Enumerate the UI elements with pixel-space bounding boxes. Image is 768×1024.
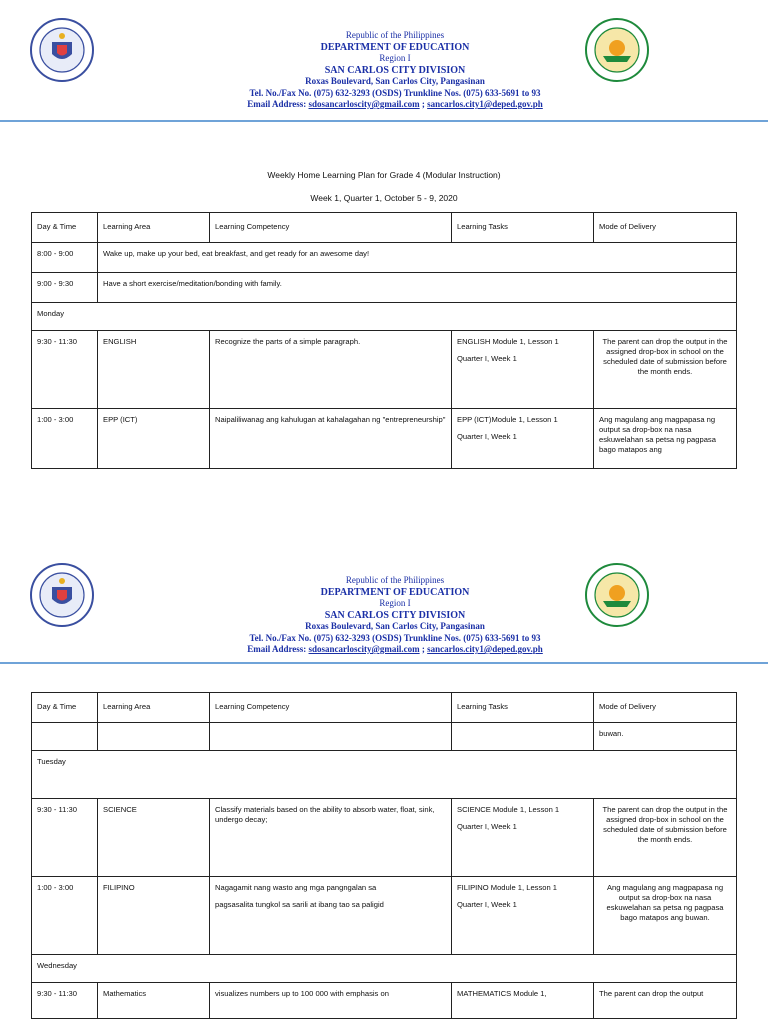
day-label: Wednesday	[32, 955, 737, 983]
task-cell	[452, 409, 594, 469]
area-cell: Mathematics	[98, 983, 210, 1019]
task-cell	[452, 723, 594, 751]
task-cell	[452, 877, 594, 955]
document-page-2	[0, 545, 768, 1024]
competency-cell	[210, 723, 452, 751]
mode-cell: The parent can drop the output	[594, 983, 737, 1019]
plan-week: Week 1, Quarter 1, October 5 - 9, 2020	[310, 193, 458, 203]
learning-plan-table	[31, 212, 737, 469]
header-divider	[0, 120, 768, 122]
table-row	[32, 331, 737, 409]
table-row	[32, 243, 737, 273]
column-header: Learning Area	[98, 693, 210, 723]
table-row	[32, 799, 737, 877]
mode-cell: Ang magulang ang magpapasa ng output sa drop-box na nasa eskuwelahan sa petsa ng pagpasa bago matapos ang	[594, 409, 737, 469]
task-cell	[452, 331, 594, 409]
area-cell: FILIPINO	[98, 877, 210, 955]
task-quarter: Quarter I, Week 1	[457, 354, 517, 363]
table-row	[32, 273, 737, 303]
competency-line-2: pagsasalita tungkol sa sarili at ibang tao sa paligid	[215, 900, 384, 909]
column-header: Mode of Delivery	[594, 693, 737, 723]
header-department: DEPARTMENT OF EDUCATION	[320, 586, 470, 598]
learning-plan-table	[31, 692, 737, 1019]
letterhead	[0, 0, 768, 120]
column-header: Learning Tasks	[452, 213, 594, 243]
column-header: Day & Time	[32, 213, 98, 243]
division-seal-icon	[585, 563, 649, 627]
task-module: ENGLISH Module 1, Lesson 1	[457, 337, 559, 346]
task-module: SCIENCE Module 1, Lesson 1	[457, 805, 560, 814]
letterhead-text	[160, 575, 630, 656]
header-phone: Tel. No./Fax No. (075) 632-3293 (OSDS) Trunkline Nos. (075) 633-5691 to 93	[249, 87, 541, 98]
task-quarter: Quarter I, Week 1	[457, 432, 517, 441]
email-label: Email Address:	[247, 99, 307, 109]
header-phone: Tel. No./Fax No. (075) 632-3293 (OSDS) Trunkline Nos. (075) 633-5691 to 93	[249, 632, 541, 643]
area-cell: ENGLISH	[98, 331, 210, 409]
deped-seal-icon	[30, 563, 94, 627]
header-region: Region I	[379, 53, 411, 63]
column-header: Learning Competency	[210, 693, 452, 723]
table-row	[32, 877, 737, 955]
time-cell: 9:00 - 9:30	[32, 273, 98, 303]
task-module: EPP (ICT)Module 1, Lesson 1	[457, 415, 558, 424]
day-row	[32, 751, 737, 799]
email-label: Email Address:	[247, 644, 307, 654]
email-link-2[interactable]: sancarlos.city1@deped.gov.ph	[427, 644, 543, 654]
header-department: DEPARTMENT OF EDUCATION	[320, 41, 470, 53]
header-republic: Republic of the Philippines	[345, 575, 445, 585]
header-republic: Republic of the Philippines	[345, 30, 445, 40]
day-label: Tuesday	[32, 751, 737, 799]
table-row	[32, 983, 737, 1019]
column-header: Learning Tasks	[452, 693, 594, 723]
column-header: Learning Competency	[210, 213, 452, 243]
column-header: Learning Area	[98, 213, 210, 243]
plan-title: Weekly Home Learning Plan for Grade 4 (Modular Instruction)	[267, 170, 501, 180]
area-cell: EPP (ICT)	[98, 409, 210, 469]
area-cell	[98, 723, 210, 751]
competency-line-1: Nagagamit nang wasto ang mga pangngalan sa	[215, 883, 377, 892]
time-cell: 8:00 - 9:00	[32, 243, 98, 273]
activity-cell: Wake up, make up your bed, eat breakfast, and get ready for an awesome day!	[98, 243, 737, 273]
competency-cell: Recognize the parts of a simple paragraph.	[210, 331, 452, 409]
competency-cell: Naipaliliwanag ang kahulugan at kahalagahan ng "entrepreneurship"	[210, 409, 452, 469]
header-email	[160, 644, 630, 656]
header-address: Roxas Boulevard, San Carlos City, Pangasinan	[305, 76, 485, 86]
day-label: Monday	[32, 303, 737, 331]
column-header: Day & Time	[32, 693, 98, 723]
activity-cell: Have a short exercise/meditation/bonding with family.	[98, 273, 737, 303]
task-module: FILIPINO Module 1, Lesson 1	[457, 883, 558, 892]
competency-cell: visualizes numbers up to 100 000 with emphasis on	[210, 983, 452, 1019]
email-link-1[interactable]: sdosancarloscity@gmail.com	[308, 99, 420, 109]
time-cell: 9:30 - 11:30	[32, 331, 98, 409]
task-quarter: Quarter I, Week 1	[457, 822, 517, 831]
mode-cell: The parent can drop the output in the assigned drop-box in school on the scheduled date of submission before the month ends.	[594, 799, 737, 877]
mode-cell: The parent can drop the output in the assigned drop-box in school on the scheduled date of submission before the month ends.	[594, 331, 737, 409]
mode-cell: buwan.	[594, 723, 737, 751]
deped-seal-icon	[30, 18, 94, 82]
email-link-2[interactable]: sancarlos.city1@deped.gov.ph	[427, 99, 543, 109]
time-cell: 1:00 - 3:00	[32, 409, 98, 469]
time-cell: 9:30 - 11:30	[32, 983, 98, 1019]
header-division: SAN CARLOS CITY DIVISION	[324, 609, 466, 621]
task-cell	[452, 799, 594, 877]
table-row	[32, 409, 737, 469]
letterhead-text	[160, 30, 630, 111]
header-region: Region I	[379, 598, 411, 608]
table-header-row	[32, 213, 737, 243]
mode-cell: Ang magulang ang magpapasa ng output sa drop-box na nasa eskuwelahan sa petsa ng pagpasa bago matapos ang buwan.	[594, 877, 737, 955]
day-row	[32, 955, 737, 983]
table-header-row	[32, 693, 737, 723]
email-separator: ;	[419, 644, 428, 654]
time-cell: 1:00 - 3:00	[32, 877, 98, 955]
competency-cell: Classify materials based on the ability to absorb water, float, sink, undergo decay;	[210, 799, 452, 877]
competency-cell	[210, 877, 452, 955]
area-cell: SCIENCE	[98, 799, 210, 877]
column-header: Mode of Delivery	[594, 213, 737, 243]
header-email	[160, 99, 630, 111]
table-row	[32, 723, 737, 751]
header-division: SAN CARLOS CITY DIVISION	[324, 64, 466, 76]
header-divider	[0, 662, 768, 664]
email-separator: ;	[419, 99, 428, 109]
task-cell: MATHEMATICS Module 1,	[452, 983, 594, 1019]
letterhead	[0, 545, 768, 665]
division-seal-icon	[585, 18, 649, 82]
header-address: Roxas Boulevard, San Carlos City, Pangasinan	[305, 621, 485, 631]
time-cell	[32, 723, 98, 751]
task-quarter: Quarter I, Week 1	[457, 900, 517, 909]
email-link-1[interactable]: sdosancarloscity@gmail.com	[308, 644, 420, 654]
time-cell: 9:30 - 11:30	[32, 799, 98, 877]
day-row	[32, 303, 737, 331]
